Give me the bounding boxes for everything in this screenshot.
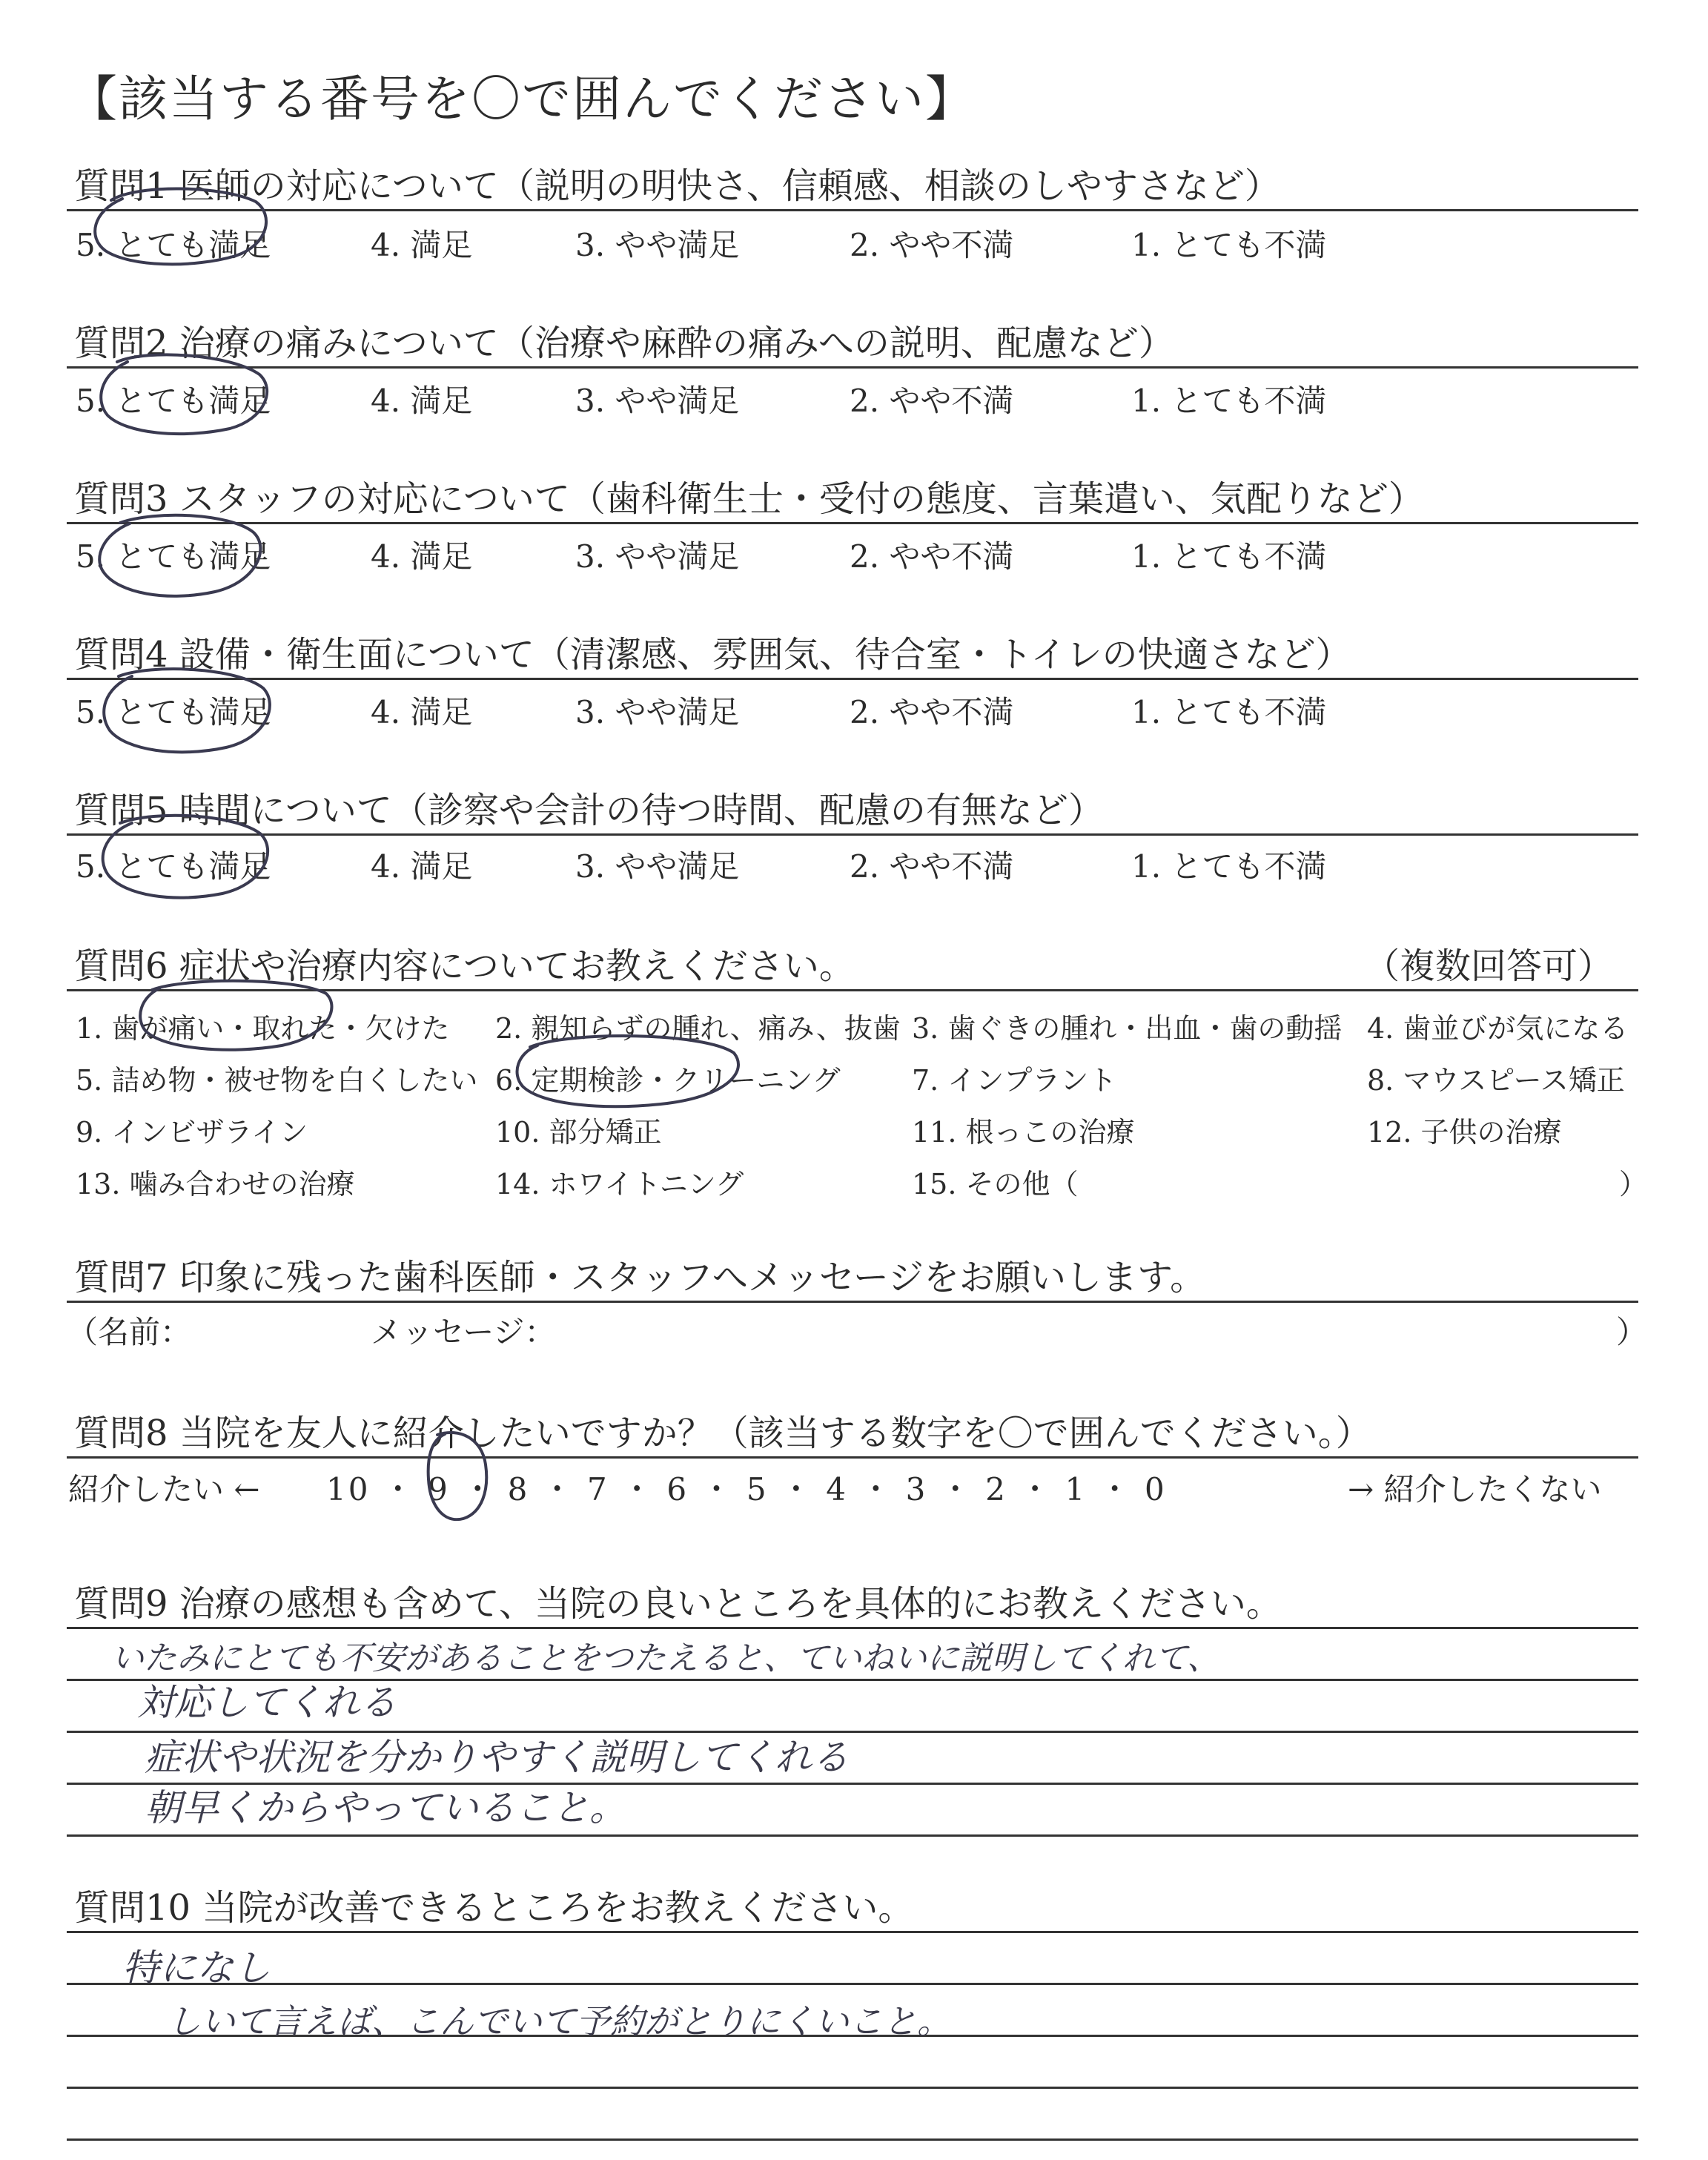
q4-option-2[interactable]: 2. やや不満 [850, 694, 1014, 730]
q6-option-14[interactable]: 14. ホワイトニング [495, 1168, 744, 1200]
q4-option-1[interactable]: 1. とても不満 [1131, 694, 1327, 730]
q6-title: 質問6 症状や治療内容についてお教えください。 [74, 945, 855, 987]
q10-title: 質問10 当院が改善できるところをお教えください。 [74, 1887, 914, 1929]
q9-answer-line-3: 症状や状況を分かりやすく説明してくれる [145, 1736, 849, 1779]
q1-title: 質問1 医師の対応について（説明の明快さ、信頼感、相談のしやすさなど） [74, 165, 1280, 207]
q8-title: 質問8 当院を友人に紹介したいですか？（該当する数字を〇で囲んでください。） [74, 1413, 1371, 1454]
page-title: 【該当する番号を〇で囲んでください】 [68, 70, 976, 128]
q3-option-4[interactable]: 4. 満足 [371, 538, 473, 575]
q3-option-1[interactable]: 1. とても不満 [1131, 538, 1327, 575]
q5-option-4[interactable]: 4. 満足 [371, 848, 473, 885]
q7-rule [67, 1301, 1638, 1303]
q6-option-11[interactable]: 11. 根っこの治療 [912, 1116, 1135, 1149]
q2-option-3[interactable]: 3. やや満足 [575, 383, 740, 419]
q10-rule-5 [67, 2138, 1638, 2141]
q6-option-2[interactable]: 2. 親知らずの腫れ、痛み、抜歯 [495, 1012, 901, 1045]
q4-option-4[interactable]: 4. 満足 [371, 694, 473, 730]
q2-option-5[interactable]: 5. とても満足 [76, 383, 271, 419]
q6-option-15[interactable]: 15. その他（ [912, 1168, 1079, 1200]
q4-option-5[interactable]: 5. とても満足 [76, 694, 271, 730]
q1-option-3[interactable]: 3. やや満足 [575, 227, 740, 263]
q6-other-close: ） [1619, 1168, 1648, 1200]
q9-answer-line-4: 朝早くからやっていること。 [145, 1786, 626, 1829]
q4-title: 質問4 設備・衛生面について（清潔感、雰囲気、待合室・トイレの快適さなど） [74, 634, 1351, 676]
q2-option-1[interactable]: 1. とても不満 [1131, 383, 1327, 419]
q6-option-1[interactable]: 1. 歯が痛い・取れた・欠けた [76, 1012, 450, 1045]
q9-answer-line-1: いたみにとても不安があることをつたえると、ていねいに説明してくれて、 [111, 1639, 1220, 1677]
q7-name-label: （名前： [67, 1314, 192, 1350]
q6-option-5[interactable]: 5. 詰め物・被せ物を白くしたい [76, 1064, 478, 1097]
q1-option-5[interactable]: 5. とても満足 [76, 227, 271, 263]
q6-option-7[interactable]: 7. インプラント [912, 1064, 1117, 1097]
q6-option-6[interactable]: 6. 定期検診・クリーニング [495, 1064, 841, 1097]
q8-rule [67, 1456, 1638, 1459]
q6-option-8[interactable]: 8. マウスピース矯正 [1367, 1064, 1625, 1097]
q5-option-1[interactable]: 1. とても不満 [1131, 848, 1327, 885]
q6-option-4[interactable]: 4. 歯並びが気になる [1367, 1012, 1629, 1045]
q2-option-2[interactable]: 2. やや不満 [850, 383, 1014, 419]
q6-option-3[interactable]: 3. 歯ぐきの腫れ・出血・歯の動揺 [912, 1012, 1343, 1045]
q10-answer-line-2: しいて言えば、こんでいて予約がとりにくいこと。 [167, 2001, 951, 2041]
q3-option-2[interactable]: 2. やや不満 [850, 538, 1014, 575]
q8-right-label: → 紹介したくない [1348, 1471, 1602, 1507]
q3-option-3[interactable]: 3. やや満足 [575, 538, 740, 575]
q2-title: 質問2 治療の痛みについて（治療や麻酔の痛みへの説明、配慮など） [74, 323, 1174, 364]
q7-message-label: メッセージ： [371, 1314, 556, 1350]
q4-option-3[interactable]: 3. やや満足 [575, 694, 740, 730]
q6-option-13[interactable]: 13. 噛み合わせの治療 [76, 1168, 355, 1200]
q1-option-2[interactable]: 2. やや不満 [850, 227, 1014, 263]
q10-rule-1 [67, 1931, 1638, 1933]
q8-scale[interactable]: 10 ・ 9 ・ 8 ・ 7 ・ 6 ・ 5 ・ 4 ・ 3 ・ 2 ・ 1 ・ 0 [326, 1471, 1167, 1507]
q9-rule-1 [67, 1627, 1638, 1629]
q1-option-4[interactable]: 4. 満足 [371, 227, 473, 263]
q6-note: （複数回答可） [1364, 945, 1614, 987]
q5-rule [67, 833, 1638, 836]
q5-option-3[interactable]: 3. やや満足 [575, 848, 740, 885]
q3-rule [67, 522, 1638, 524]
q6-option-9[interactable]: 9. インビザライン [76, 1116, 308, 1149]
q1-rule [67, 209, 1638, 211]
q3-option-5[interactable]: 5. とても満足 [76, 538, 271, 575]
q1-option-1[interactable]: 1. とても不満 [1131, 227, 1327, 263]
q2-rule [67, 366, 1638, 369]
q10-answer-line-1: 特になし [122, 1946, 271, 1989]
q5-option-2[interactable]: 2. やや不満 [850, 848, 1014, 885]
q9-title: 質問9 治療の感想も含めて、当院の良いところを具体的にお教えください。 [74, 1583, 1282, 1625]
q6-rule [67, 989, 1638, 991]
q8-left-label: 紹介したい ← [68, 1471, 260, 1507]
q7-title: 質問7 印象に残った歯科医師・スタッフへメッセージをお願いします。 [74, 1257, 1206, 1298]
q9-rule-5 [67, 1834, 1638, 1837]
q7-close: ） [1616, 1314, 1648, 1350]
q3-title: 質問3 スタッフの対応について（歯科衛生士・受付の態度、言葉遣い、気配りなど） [74, 478, 1424, 520]
q6-option-12[interactable]: 12. 子供の治療 [1367, 1116, 1562, 1149]
q6-option-10[interactable]: 10. 部分矯正 [495, 1116, 662, 1149]
q2-option-4[interactable]: 4. 満足 [371, 383, 473, 419]
q10-rule-2 [67, 1983, 1638, 1985]
q5-title: 質問5 時間について（診察や会計の待つ時間、配慮の有無など） [74, 790, 1104, 831]
q10-rule-4 [67, 2087, 1638, 2089]
q4-rule [67, 678, 1638, 680]
q5-option-5[interactable]: 5. とても満足 [76, 848, 271, 885]
q9-answer-line-2: 対応してくれる [137, 1681, 397, 1724]
